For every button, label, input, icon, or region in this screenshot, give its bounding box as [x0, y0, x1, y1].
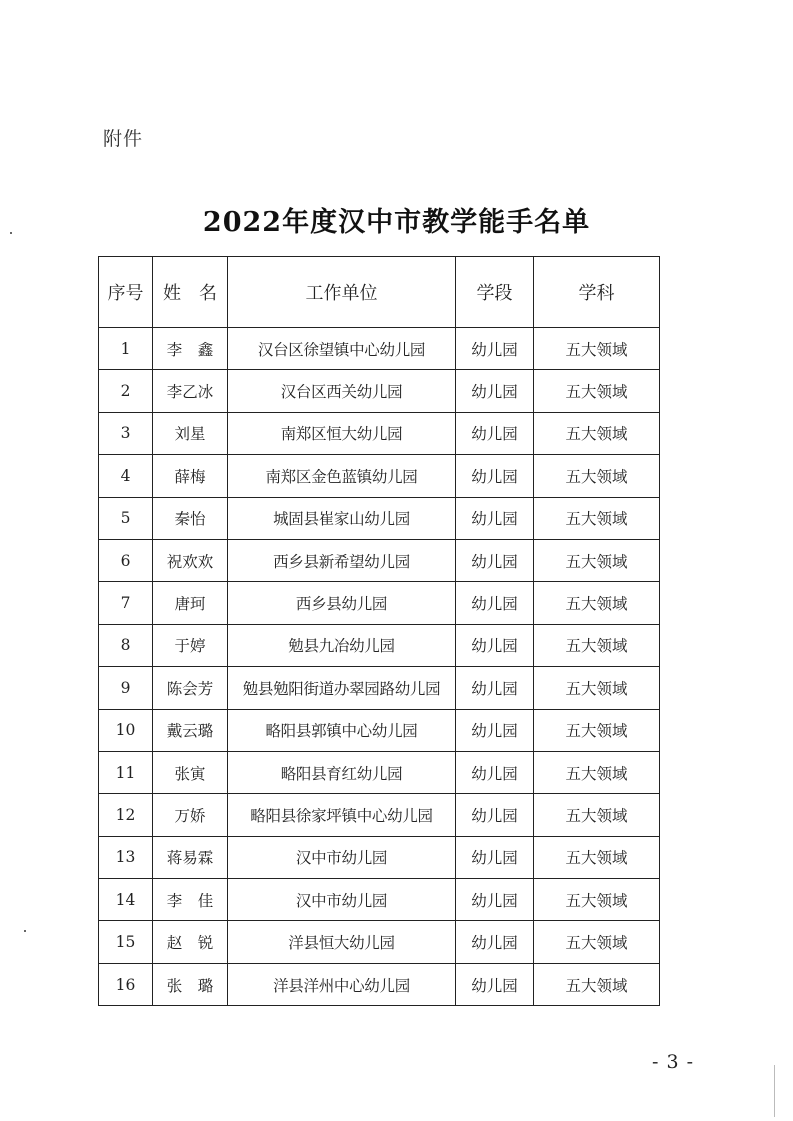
row-stage: 幼儿园	[456, 582, 534, 624]
row-name: 李 鑫	[153, 328, 228, 370]
row-name: 赵 锐	[153, 921, 228, 963]
row-name: 刘星	[153, 412, 228, 454]
teacher-roster-table	[98, 256, 660, 1006]
row-index: 6	[99, 539, 153, 581]
row-unit: 汉中市幼儿园	[228, 879, 456, 921]
row-index: 14	[99, 879, 153, 921]
row-index: 12	[99, 794, 153, 836]
document-title: 2022年度汉中市教学能手名单	[202, 207, 591, 238]
table-row	[99, 667, 660, 709]
page-number: - 3 -	[652, 1051, 695, 1073]
row-subject: 五大领域	[534, 709, 660, 751]
row-subject: 五大领域	[534, 370, 660, 412]
row-index: 11	[99, 751, 153, 793]
row-subject: 五大领域	[534, 539, 660, 581]
row-index: 8	[99, 624, 153, 666]
row-stage: 幼儿园	[456, 879, 534, 921]
row-name: 祝欢欢	[153, 539, 228, 581]
row-unit: 汉台区徐望镇中心幼儿园	[228, 328, 456, 370]
row-stage: 幼儿园	[456, 328, 534, 370]
row-subject: 五大领域	[534, 751, 660, 793]
row-subject: 五大领域	[534, 497, 660, 539]
table-row	[99, 328, 660, 370]
row-subject: 五大领域	[534, 412, 660, 454]
row-name: 李 佳	[153, 879, 228, 921]
row-unit: 勉县勉阳街道办翠园路幼儿园	[228, 667, 456, 709]
row-stage: 幼儿园	[456, 963, 534, 1005]
row-unit: 勉县九冶幼儿园	[228, 624, 456, 666]
row-name: 蒋易霖	[153, 836, 228, 878]
table-row	[99, 497, 660, 539]
header-stage: 学段	[456, 257, 534, 328]
row-name: 张 璐	[153, 963, 228, 1005]
row-unit: 洋县洋州中心幼儿园	[228, 963, 456, 1005]
row-stage: 幼儿园	[456, 412, 534, 454]
row-stage: 幼儿园	[456, 539, 534, 581]
row-unit: 略阳县郭镇中心幼儿园	[228, 709, 456, 751]
row-name: 张寅	[153, 751, 228, 793]
row-index: 7	[99, 582, 153, 624]
row-unit: 西乡县新希望幼儿园	[228, 539, 456, 581]
table-row	[99, 794, 660, 836]
row-stage: 幼儿园	[456, 751, 534, 793]
row-unit: 南郑区恒大幼儿园	[228, 412, 456, 454]
row-unit: 略阳县育红幼儿园	[228, 751, 456, 793]
header-name: 姓 名	[153, 257, 228, 328]
attachment-label: 附件	[103, 128, 144, 150]
header-subject: 学科	[534, 257, 660, 328]
row-subject: 五大领域	[534, 921, 660, 963]
row-index: 9	[99, 667, 153, 709]
scan-edge-line	[774, 1065, 775, 1117]
row-stage: 幼儿园	[456, 794, 534, 836]
row-name: 李乙冰	[153, 370, 228, 412]
row-name: 万娇	[153, 794, 228, 836]
row-name: 于婷	[153, 624, 228, 666]
row-index: 5	[99, 497, 153, 539]
row-stage: 幼儿园	[456, 667, 534, 709]
scan-speck	[10, 232, 12, 234]
row-stage: 幼儿园	[456, 921, 534, 963]
table-row	[99, 879, 660, 921]
table-row	[99, 921, 660, 963]
row-subject: 五大领域	[534, 794, 660, 836]
row-name: 陈会芳	[153, 667, 228, 709]
row-unit: 汉中市幼儿园	[228, 836, 456, 878]
row-subject: 五大领域	[534, 582, 660, 624]
row-subject: 五大领域	[534, 328, 660, 370]
table-row	[99, 539, 660, 581]
row-stage: 幼儿园	[456, 624, 534, 666]
row-unit: 西乡县幼儿园	[228, 582, 456, 624]
table-row	[99, 412, 660, 454]
row-stage: 幼儿园	[456, 455, 534, 497]
row-subject: 五大领域	[534, 455, 660, 497]
table-row	[99, 836, 660, 878]
row-unit: 城固县崔家山幼儿园	[228, 497, 456, 539]
row-stage: 幼儿园	[456, 709, 534, 751]
table-row	[99, 963, 660, 1005]
row-stage: 幼儿园	[456, 836, 534, 878]
table-row	[99, 709, 660, 751]
header-unit: 工作单位	[228, 257, 456, 328]
row-subject: 五大领域	[534, 667, 660, 709]
scan-speck	[24, 930, 26, 932]
row-stage: 幼儿园	[456, 497, 534, 539]
row-unit: 略阳县徐家坪镇中心幼儿园	[228, 794, 456, 836]
row-index: 2	[99, 370, 153, 412]
row-unit: 汉台区西关幼儿园	[228, 370, 456, 412]
table-row	[99, 751, 660, 793]
table-row	[99, 582, 660, 624]
row-index: 3	[99, 412, 153, 454]
row-name: 薛梅	[153, 455, 228, 497]
row-name: 秦怡	[153, 497, 228, 539]
row-index: 16	[99, 963, 153, 1005]
table-row	[99, 370, 660, 412]
row-index: 13	[99, 836, 153, 878]
row-index: 4	[99, 455, 153, 497]
row-subject: 五大领域	[534, 836, 660, 878]
row-subject: 五大领域	[534, 624, 660, 666]
header-index: 序号	[99, 257, 153, 328]
row-index: 1	[99, 328, 153, 370]
row-name: 戴云璐	[153, 709, 228, 751]
row-unit: 南郑区金色蓝镇幼儿园	[228, 455, 456, 497]
row-name: 唐珂	[153, 582, 228, 624]
row-index: 15	[99, 921, 153, 963]
table-header-row	[99, 257, 660, 328]
table-row	[99, 624, 660, 666]
table-row	[99, 455, 660, 497]
row-stage: 幼儿园	[456, 370, 534, 412]
row-subject: 五大领域	[534, 963, 660, 1005]
row-unit: 洋县恒大幼儿园	[228, 921, 456, 963]
row-subject: 五大领域	[534, 879, 660, 921]
row-index: 10	[99, 709, 153, 751]
